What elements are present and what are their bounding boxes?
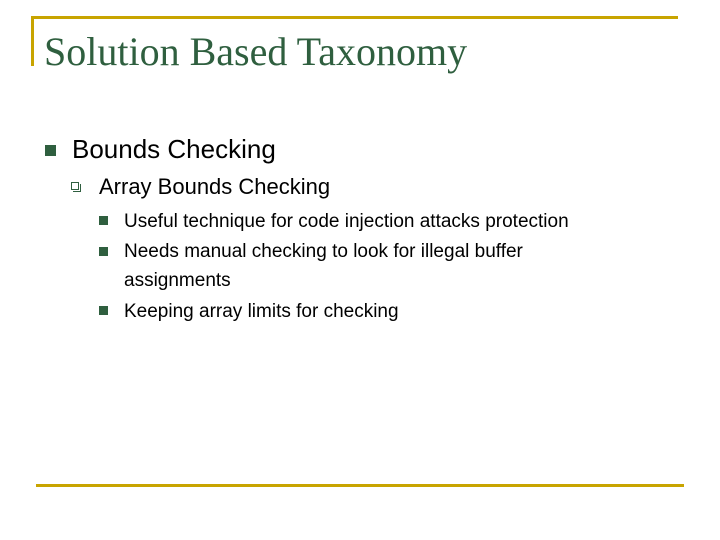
square-bullet-icon	[99, 247, 108, 256]
slide-title: Solution Based Taxonomy	[44, 29, 468, 74]
bullet-level3-item: Useful technique for code injection attacks protection	[124, 211, 569, 232]
frame-bottom-line	[36, 484, 684, 487]
square-bullet-icon	[99, 306, 108, 315]
bullet-level3-item-continuation: assignments	[124, 270, 231, 291]
bullet-level1: Bounds Checking	[72, 134, 276, 164]
bullet-level3-item: Keeping array limits for checking	[124, 301, 399, 322]
square-bullet-icon	[45, 145, 56, 156]
hollow-square-bullet-icon	[71, 182, 79, 190]
square-bullet-icon	[99, 216, 108, 225]
bullet-level3-item: Needs manual checking to look for illegal buffer	[124, 241, 523, 262]
bullet-level2: Array Bounds Checking	[99, 174, 331, 199]
